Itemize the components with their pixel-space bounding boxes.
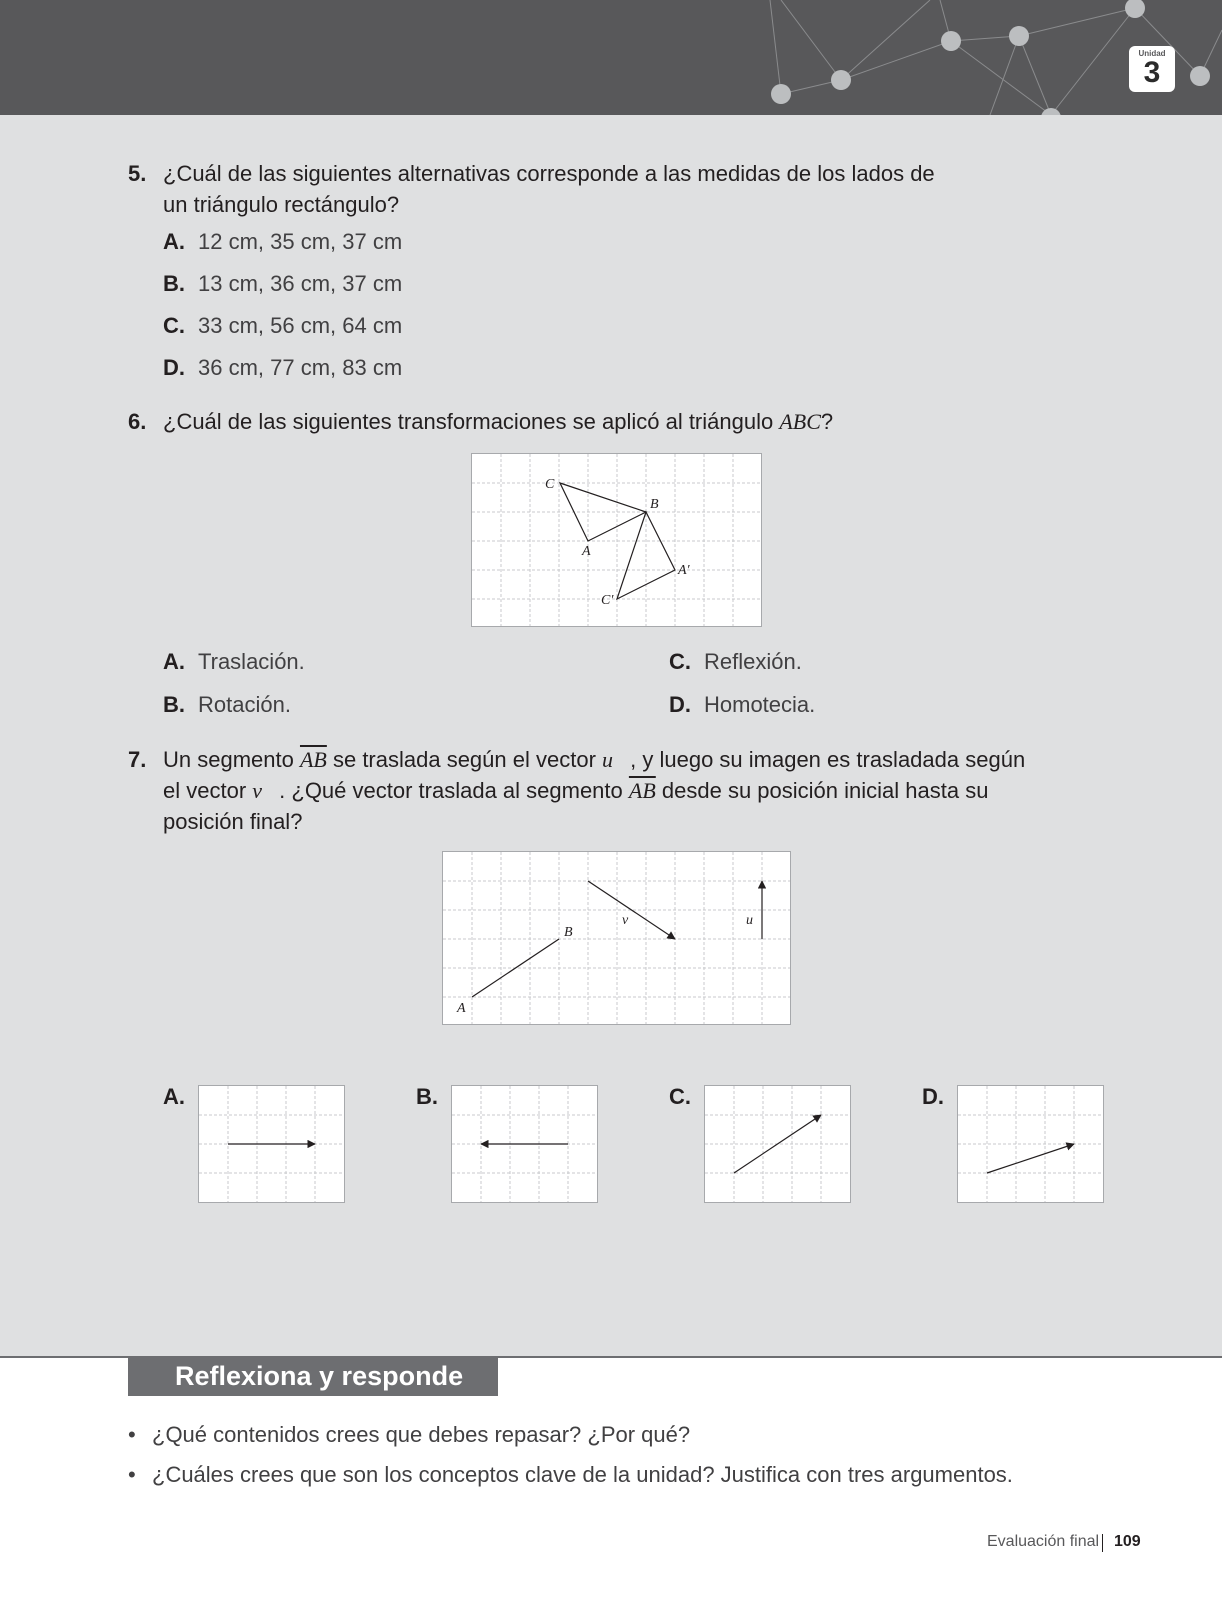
rotation-figure [471, 453, 762, 627]
option-letter: B. [163, 271, 185, 296]
option-c-grid [705, 1086, 850, 1202]
label-a-prime: A′ [678, 563, 690, 578]
q5-option-b[interactable] [163, 271, 402, 297]
vector-v: v⃗ [252, 778, 280, 803]
unit-badge [1129, 46, 1175, 92]
page-number: 109 [1114, 1533, 1141, 1550]
option-letter: A. [163, 649, 185, 674]
segment-ab: $\overline{AB}$ [299, 747, 327, 772]
q5-option-a[interactable] [163, 229, 402, 255]
option-text: Homotecia. [704, 692, 816, 717]
question-number: 7. [128, 747, 147, 772]
bullet-icon: • [128, 1422, 136, 1447]
option-text: 36 cm, 77 cm, 83 cm [198, 355, 403, 380]
segment-ab: $\overline{AB}$ [628, 778, 656, 803]
question-5 [128, 158, 1028, 220]
label-a: A [457, 1001, 466, 1016]
label-u: u⃗ [746, 913, 764, 928]
q6-option-a[interactable] [163, 649, 305, 675]
q7-option-a[interactable] [198, 1085, 345, 1203]
option-letter: B. [163, 692, 185, 717]
triangle-name: ABC [779, 409, 821, 434]
option-a-grid [199, 1086, 344, 1202]
label-c: C [545, 477, 555, 492]
translation-diagram [443, 852, 790, 1024]
q7-option-a-letter: A. [163, 1084, 185, 1109]
reflexiona-heading [128, 1356, 498, 1396]
q6-option-c[interactable] [669, 649, 802, 675]
bullet-icon: • [128, 1462, 136, 1487]
q5-option-c[interactable] [163, 313, 402, 339]
q6-option-b[interactable] [163, 692, 291, 718]
option-text: 13 cm, 36 cm, 37 cm [198, 271, 403, 296]
label-c-prime: C′ [601, 593, 614, 608]
reflexiona-title: Reflexiona y responde [175, 1361, 464, 1391]
option-letter: A. [163, 229, 185, 254]
network-nodes-decoration [0, 0, 1222, 115]
option-letter: D. [163, 355, 185, 380]
question-text-line: el vector v⃗. ¿Qué vector traslada al segmento $\overline{AB}$ desde su posición inicial hasta su [163, 778, 989, 803]
label-b: B [650, 497, 659, 512]
option-letter: C. [669, 649, 691, 674]
option-text: Reflexión. [704, 649, 802, 674]
vector-v-arrow [588, 881, 675, 939]
option-text: 12 cm, 35 cm, 37 cm [198, 229, 403, 254]
option-text: Rotación. [198, 692, 291, 717]
option-text: Traslación. [198, 649, 305, 674]
page-header [0, 0, 1222, 115]
question-text-line: posición final? [163, 809, 303, 834]
q5-option-d[interactable] [163, 355, 402, 381]
question-text: ¿Cuál de las siguientes transformaciones se aplicó al triángulo ABC? [163, 409, 834, 434]
question-text-line: ¿Cuál de las siguientes alternativas corresponde a las medidas de los lados de [163, 161, 935, 186]
q7-option-d-letter: D. [922, 1084, 944, 1109]
label-a: A [582, 544, 591, 559]
unit-label: Unidad [1138, 49, 1166, 58]
rotation-diagram [472, 454, 761, 626]
reflexiona-item-text: ¿Cuáles crees que son los conceptos clave de la unidad? Justifica con tres argumentos. [152, 1462, 1013, 1487]
reflexiona-item [128, 1461, 1013, 1489]
option-d-grid [958, 1086, 1103, 1202]
option-b-grid [452, 1086, 597, 1202]
q7-option-b-letter: B. [416, 1084, 438, 1109]
question-text-line: Un segmento $\overline{AB}$ se traslada según el vector u⃗, y luego su imagen es trasladada según [163, 747, 1026, 772]
option-letter: D. [669, 692, 691, 717]
footer-divider [1102, 1534, 1103, 1552]
unit-number: 3 [1143, 56, 1161, 89]
question-7 [128, 744, 1088, 837]
option-text: 33 cm, 56 cm, 64 cm [198, 313, 403, 338]
label-v: v⃗ [622, 913, 640, 928]
q7-option-c-letter: C. [669, 1084, 691, 1109]
footer-section: Evaluación final [987, 1533, 1100, 1550]
translation-figure [442, 851, 791, 1025]
reflexiona-item [128, 1421, 690, 1449]
q7-option-c[interactable] [704, 1085, 851, 1203]
option-letter: C. [163, 313, 185, 338]
question-text-line: un triángulo rectángulo? [163, 192, 400, 217]
vector-u: u⃗ [602, 747, 631, 772]
q6-option-d[interactable] [669, 692, 815, 718]
label-b: B [564, 925, 573, 940]
q7-option-d[interactable] [957, 1085, 1104, 1203]
question-number: 6. [128, 409, 147, 434]
arrow-shallow-up [987, 1144, 1074, 1173]
question-number: 5. [128, 161, 147, 186]
question-6 [128, 406, 1028, 437]
reflexiona-item-text: ¿Qué contenidos crees que debes repasar? ¿Por qué? [152, 1422, 691, 1447]
q7-option-b[interactable] [451, 1085, 598, 1203]
